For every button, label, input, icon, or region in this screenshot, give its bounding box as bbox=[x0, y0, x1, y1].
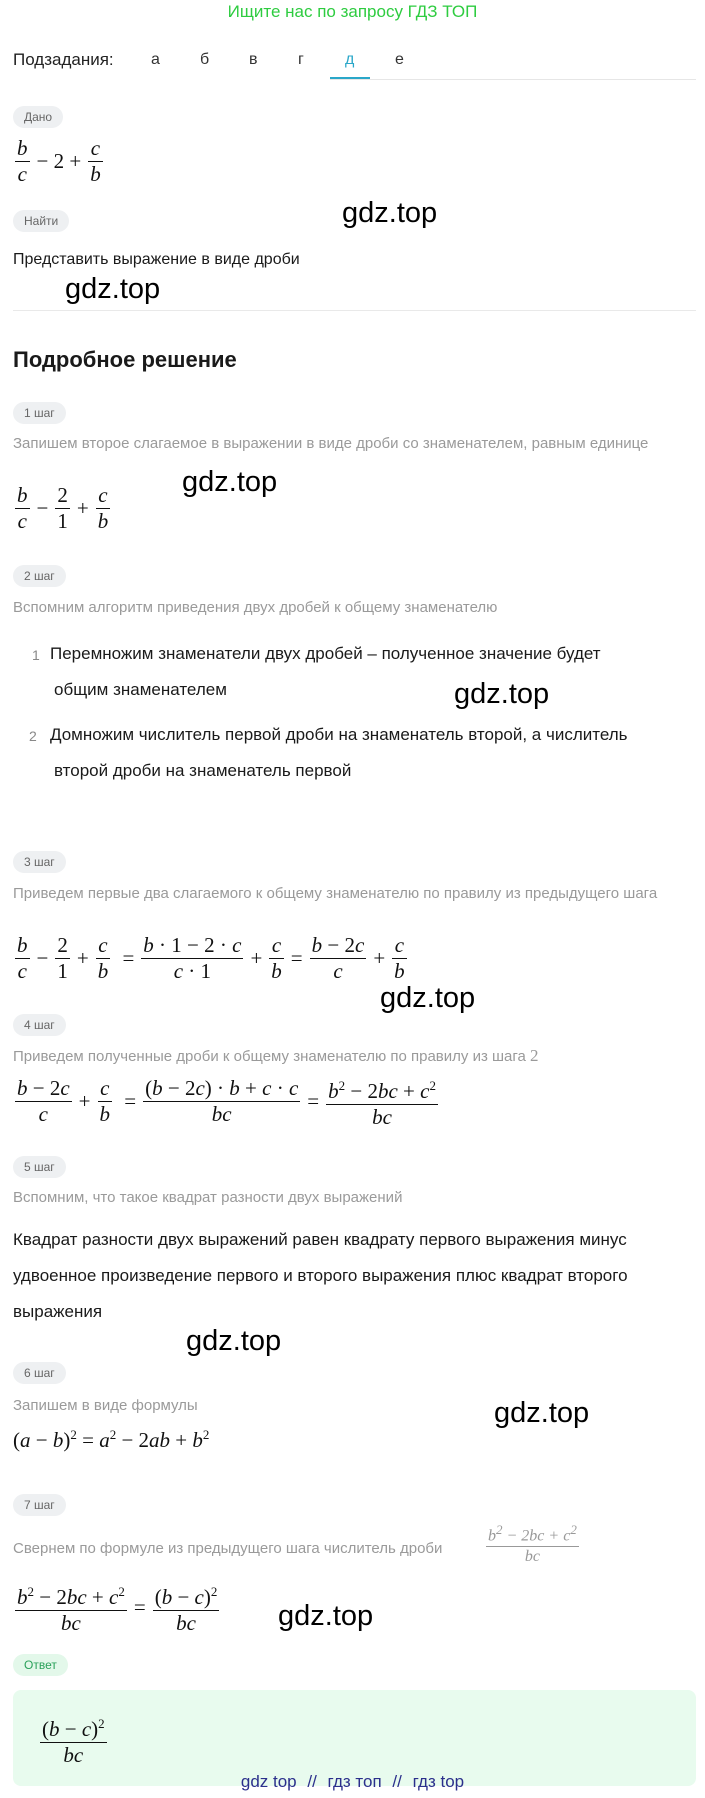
tab-g[interactable]: г bbox=[298, 51, 304, 68]
step-5-text-line: удвоенное произведение первого и второго выражения плюс квадрат второго bbox=[13, 1266, 628, 1285]
watermark: gdz.top bbox=[65, 273, 161, 305]
step-4-chip: 4 шаг bbox=[13, 1014, 66, 1036]
list-item-text: второй дроби на знаменатель первой bbox=[54, 761, 352, 780]
step-7-inline-fraction: $\frac{b^2 - 2bc + c^2}{bc}$ bbox=[488, 1522, 577, 1566]
step-7-formula: $\frac{b^2 - 2bc + c^2}{bc}$ = $\frac{(b - c)^2}{bc}$ bbox=[13, 1579, 221, 1636]
watermark: gdz.top bbox=[380, 982, 476, 1014]
footer-link[interactable]: гдз топ bbox=[327, 1772, 382, 1791]
step-5-text-line: выражения bbox=[13, 1302, 103, 1321]
footer-link[interactable]: gdz top bbox=[240, 1772, 297, 1791]
step-7-chip: 7 шаг bbox=[13, 1494, 66, 1516]
list-item-text: Перемножим знаменатели двух дробей – полученное значение будет bbox=[50, 644, 601, 663]
solution-title: Подробное решение bbox=[13, 347, 237, 372]
step-3-chip: 3 шаг bbox=[13, 851, 66, 873]
tabs-divider bbox=[330, 79, 696, 80]
watermark: gdz.top bbox=[186, 1325, 282, 1357]
step-6-chip: 6 шаг bbox=[13, 1362, 66, 1384]
watermark: gdz.top bbox=[182, 466, 278, 498]
step-4-formula: $\frac{b - 2c}{c}$ + $\frac{c}{b}$ = $\frac{(b - 2c) \cdot b + c \cdot c}{bc}$ = $\frac{b^2 - 2bc + c^2}{bc}$ bbox=[13, 1073, 440, 1130]
answer-chip: Ответ bbox=[13, 1654, 68, 1676]
step-5-text-line: Квадрат разности двух выражений равен квадрату первого выражения минус bbox=[13, 1230, 627, 1249]
tab-e[interactable]: е bbox=[395, 51, 404, 68]
given-expression: $\frac{b}{c}$ − 2 + $\frac{c}{b}$ bbox=[17, 136, 101, 186]
step-5-description: Вспомним, что такое квадрат разности двух выражений bbox=[13, 1189, 403, 1206]
answer-formula: $\frac{(b - c)^2}{bc}$ bbox=[38, 1711, 109, 1768]
tab-a[interactable]: а bbox=[151, 51, 160, 68]
tab-b[interactable]: б bbox=[200, 51, 210, 68]
step-6-description: Запишем в виде формулы bbox=[13, 1397, 198, 1414]
step-7-description: Свернем по формуле из предыдущего шага числитель дроби bbox=[13, 1540, 443, 1557]
list-item-number: 1 bbox=[32, 647, 40, 663]
step-6-formula: $(a - b)^2 = a^2 - 2ab + b^2$ bbox=[13, 1427, 210, 1452]
step-3-formula: $\frac{b}{c}$ − $\frac{2}{1}$ + $\frac{c}{b}$ = $\frac{b \cdot 1 - 2 \cdot c}{c \cdot 1}$ + $\frac{c}{b}$ = $\frac{b - 2c}{c}$ + $\frac{c}{b}$ bbox=[17, 933, 405, 983]
watermark: gdz.top bbox=[278, 1600, 374, 1632]
step-2-description: Вспомним алгоритм приведения двух дробей к общему знаменателю bbox=[13, 599, 498, 616]
list-item-text: общим знаменателем bbox=[54, 680, 227, 699]
subtasks-label: Подзадания: bbox=[13, 50, 114, 69]
list-item-text: Домножим числитель первой дроби на знаменатель второй, а числитель bbox=[50, 725, 628, 744]
tab-v[interactable]: в bbox=[249, 51, 258, 68]
watermark: gdz.top bbox=[454, 678, 550, 710]
step-1-description: Запишем второе слагаемое в выражении в виде дроби со знаменателем, равным единице bbox=[13, 435, 649, 452]
list-item-number: 2 bbox=[29, 728, 37, 744]
section-divider bbox=[13, 310, 696, 311]
find-chip: Найти bbox=[13, 210, 69, 232]
promo-banner[interactable]: Ищите нас по запросу ГДЗ ТОП bbox=[227, 2, 478, 21]
footer-links: gdz top // гдз топ // гдз top bbox=[240, 1772, 465, 1791]
step-4-description: Приведем полученные дроби к общему знаменателю по правилу из шага 2 bbox=[13, 1046, 539, 1065]
step-2-chip: 2 шаг bbox=[13, 565, 66, 587]
step-3-description: Приведем первые два слагаемого к общему знаменателю по правилу из предыдущего шага bbox=[13, 885, 658, 902]
step-5-chip: 5 шаг bbox=[13, 1156, 66, 1178]
step-1-formula: $\frac{b}{c}$ − $\frac{2}{1}$ + $\frac{c}{b}$ bbox=[17, 483, 109, 533]
given-chip: Дано bbox=[13, 106, 63, 128]
watermark: gdz.top bbox=[342, 197, 438, 229]
active-tab-indicator bbox=[330, 77, 370, 79]
footer-link[interactable]: гдз top bbox=[412, 1772, 465, 1791]
find-text: Представить выражение в виде дроби bbox=[13, 251, 300, 268]
watermark: gdz.top bbox=[494, 1397, 590, 1429]
step-1-chip: 1 шаг bbox=[13, 402, 66, 424]
tab-d-active[interactable]: д bbox=[345, 51, 355, 68]
